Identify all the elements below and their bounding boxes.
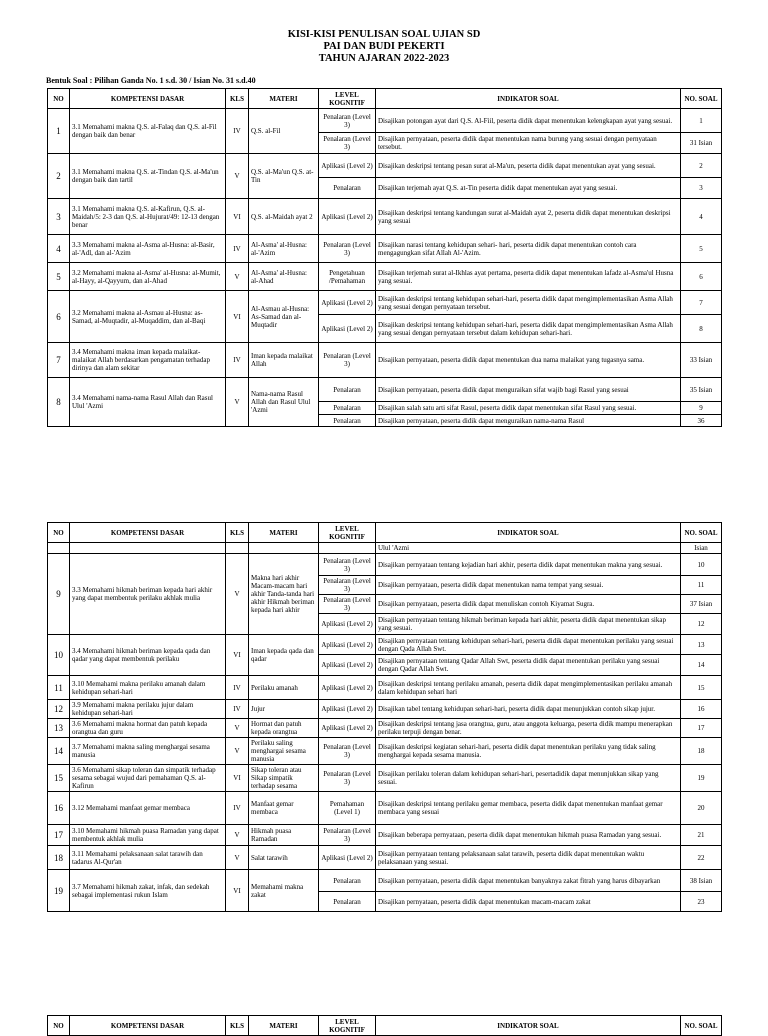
row-no: 10 bbox=[48, 635, 70, 676]
table-row bbox=[48, 635, 722, 655]
no-soal: 21 bbox=[681, 825, 722, 846]
level-kognitif: Aplikasi (Level 2) bbox=[319, 154, 376, 178]
no-soal: 35 Isian bbox=[681, 378, 722, 402]
indikator-soal: Disajikan perilaku toleran dalam kehidupan sehari-hari, pesertadidik dapat menunjukkan sikap yang sesuai. bbox=[376, 765, 681, 792]
no-soal: 3 bbox=[681, 178, 722, 199]
col-kd-header: KOMPETENSI DASAR bbox=[70, 89, 226, 109]
materi: Al-Asma' al-Husna: al-Ahad bbox=[249, 263, 319, 291]
col-indikator-header: INDIKATOR SOAL bbox=[376, 89, 681, 109]
kelas: IV bbox=[226, 235, 249, 263]
doc-year: TAHUN AJARAN 2022-2023 bbox=[318, 53, 450, 64]
level-kognitif bbox=[319, 543, 376, 554]
materi: Iman kepada malaikat Allah bbox=[249, 343, 319, 378]
kompetensi-dasar: 3.3 Memahami makna al-Asma al-Husna: al-Basir, al-'Adl, dan al-'Azim bbox=[70, 235, 226, 263]
indikator-soal: Disajikan pernyataan tentang hikmah beriman kepada hari akhir, peserta didik dapat menentukan sikap yang sesuai. bbox=[376, 614, 681, 635]
kompetensi-dasar: 3.7 Memahami hikmah zakat, infak, dan sedekah sebagai implementasi rukun Islam bbox=[70, 870, 226, 912]
no-soal: Isian bbox=[681, 543, 722, 554]
level-kognitif: Aplikasi (Level 2) bbox=[319, 676, 376, 700]
col-level-header: LEVEL KOGNITIF bbox=[319, 89, 376, 109]
materi: Sikap toleran atau Sikap simpatik terhadap sesama bbox=[249, 765, 319, 792]
no-soal: 10 bbox=[681, 554, 722, 576]
indikator-soal: Disajikan pernyataan tentang pelaksanaan salat tarawih, peserta didik dapat menentukan waktu pelaksanaan yang sesuai. bbox=[376, 846, 681, 870]
no-soal: 8 bbox=[681, 315, 722, 343]
row-no: 17 bbox=[48, 825, 70, 846]
level-kognitif: Penalaran bbox=[319, 870, 376, 892]
level-kognitif: Penalaran (Level 3) bbox=[319, 343, 376, 378]
table-row bbox=[48, 199, 722, 235]
level-kognitif: Penalaran (Level 3) bbox=[319, 765, 376, 792]
no-soal: 13 bbox=[681, 635, 722, 655]
row-no: 3 bbox=[48, 199, 70, 235]
row-no: 13 bbox=[48, 719, 70, 738]
col-kd-header: KOMPETENSI DASAR bbox=[70, 1016, 226, 1036]
materi: Q.S. al-Maidah ayat 2 bbox=[249, 199, 319, 235]
level-kognitif: Aplikasi (Level 2) bbox=[319, 700, 376, 719]
indikator-soal: Disajikan pernyataan, peserta didik dapat menentukan nama tempat yang sesuai. bbox=[376, 576, 681, 595]
kelas: V bbox=[226, 263, 249, 291]
kelas: V bbox=[226, 378, 249, 427]
materi: Memahami makna zakat bbox=[249, 870, 319, 912]
row-no: 16 bbox=[48, 792, 70, 825]
kompetensi-dasar bbox=[70, 543, 226, 554]
col-materi-header: MATERI bbox=[249, 89, 319, 109]
no-soal: 12 bbox=[681, 614, 722, 635]
table-row bbox=[48, 543, 722, 554]
col-kls-header: KLS bbox=[226, 89, 249, 109]
col-kd-header: KOMPETENSI DASAR bbox=[70, 523, 226, 543]
kompetensi-dasar: 3.10 Memahami hikmah puasa Ramadan yang dapat membentuk akhlak mulia bbox=[70, 825, 226, 846]
indikator-soal: Disajikan terjemah surat al-Ikhlas ayat pertama, peserta didik dapat menentukan lafadz al-Asma'ul Husna yang sesuai. bbox=[376, 263, 681, 291]
row-no: 18 bbox=[48, 846, 70, 870]
table-row bbox=[48, 738, 722, 765]
materi: Iman kepada qada dan qadar bbox=[249, 635, 319, 676]
indikator-soal: Disajikan deskripsi tentang perilaku gemar membaca, peserta didik dapat menentukan manfaat gemar membaca yang sesuai bbox=[376, 792, 681, 825]
col-no-header: NO bbox=[48, 89, 70, 109]
level-kognitif: Penalaran bbox=[319, 402, 376, 415]
row-no: 14 bbox=[48, 738, 70, 765]
no-soal: 37 Isian bbox=[681, 595, 722, 614]
kelas: IV bbox=[226, 792, 249, 825]
no-soal: 16 bbox=[681, 700, 722, 719]
materi: Hormat dan patuh kepada orangtua bbox=[249, 719, 319, 738]
col-nosoal-header: NO. SOAL bbox=[681, 523, 722, 543]
col-nosoal-header: NO. SOAL bbox=[681, 1016, 722, 1036]
row-no: 2 bbox=[48, 154, 70, 199]
indikator-soal: Disajikan pernyataan tentang kejadian hari akhir, peserta didik dapat menentukan makna yang sesuai. bbox=[376, 554, 681, 576]
col-level-header: LEVEL KOGNITIF bbox=[319, 1016, 376, 1036]
indikator-soal: Disajikan potongan ayat dari Q.S. Al-Fiil, peserta didik dapat menentukan kelengkapan ayat yang sesuai. bbox=[376, 109, 681, 133]
level-kognitif: Penalaran bbox=[319, 378, 376, 402]
indikator-soal: Disajikan pernyataan, peserta didik dapat menentukan nama burung yang sesuai dengan pernyataan tersebut. bbox=[376, 133, 681, 154]
indikator-soal: Disajikan deskripsi kegiatan sehari-hari, peserta didik dapat menentukan perilaku yang tidak saling menghargai kepada sesama manusia. bbox=[376, 738, 681, 765]
no-soal: 17 bbox=[681, 719, 722, 738]
level-kognitif: Pemahaman (Level 1) bbox=[319, 792, 376, 825]
kompetensi-dasar: 3.4 Memahami makna iman kepada malaikat-malaikat Allah berdasarkan pengamatan terhadap dirinya dan alam sekitar bbox=[70, 343, 226, 378]
kompetensi-dasar: 3.10 Memahami makna perilaku amanah dalam kehidupan sehari-hari bbox=[70, 676, 226, 700]
indikator-soal: Disajikan pernyataan, peserta didik dapat menguraikan sifat wajib bagi Rasul yang sesuai bbox=[376, 378, 681, 402]
kelas: IV bbox=[226, 343, 249, 378]
table-row bbox=[48, 109, 722, 133]
indikator-soal: Disajikan pernyataan, peserta didik dapat menguraikan nama-nama Rasul bbox=[376, 415, 681, 427]
no-soal: 5 bbox=[681, 235, 722, 263]
table-row bbox=[48, 343, 722, 378]
kelas: V bbox=[226, 738, 249, 765]
kompetensi-dasar: 3.3 Memahami hikmah beriman kepada hari akhir yang dapat membentuk perilaku akhlak mulia bbox=[70, 554, 226, 635]
table-row bbox=[48, 846, 722, 870]
col-materi-header: MATERI bbox=[249, 1016, 319, 1036]
table-row bbox=[48, 554, 722, 576]
materi: Hikmah puasa Ramadan bbox=[249, 825, 319, 846]
col-nosoal-header: NO. SOAL bbox=[681, 89, 722, 109]
col-no-header: NO bbox=[48, 1016, 70, 1036]
col-no-header: NO bbox=[48, 523, 70, 543]
row-no: 12 bbox=[48, 700, 70, 719]
no-soal: 6 bbox=[681, 263, 722, 291]
kelas: V bbox=[226, 719, 249, 738]
table-row bbox=[48, 291, 722, 315]
level-kognitif: Aplikasi (Level 2) bbox=[319, 635, 376, 655]
no-soal: 19 bbox=[681, 765, 722, 792]
level-kognitif: Aplikasi (Level 2) bbox=[319, 846, 376, 870]
col-materi-header: MATERI bbox=[249, 523, 319, 543]
level-kognitif: Penalaran (Level 3) bbox=[319, 554, 376, 576]
no-soal: 11 bbox=[681, 576, 722, 595]
level-kognitif: Aplikasi (Level 2) bbox=[319, 199, 376, 235]
level-kognitif: Penalaran bbox=[319, 178, 376, 199]
kelas: VI bbox=[226, 635, 249, 676]
indikator-soal: Disajikan pernyataan tentang kehidupan sehari-hari, peserta didik dapat menentukan perilaku yang sesuai dengan Qada Allah Swt. bbox=[376, 635, 681, 655]
level-kognitif: Penalaran (Level 3) bbox=[319, 109, 376, 133]
no-soal: 18 bbox=[681, 738, 722, 765]
level-kognitif: Penalaran (Level 3) bbox=[319, 133, 376, 154]
kelas bbox=[226, 543, 249, 554]
no-soal: 1 bbox=[681, 109, 722, 133]
materi: Perilaku saling menghargai sesama manusia bbox=[249, 738, 319, 765]
kelas: IV bbox=[226, 109, 249, 154]
indikator-soal: Disajikan deskripsi tentang jasa orangtua, guru, atau anggota keluarga, peserta didik mampu menerapkan perilaku terpuji dengan benar. bbox=[376, 719, 681, 738]
doc-subtitle: PAI DAN BUDI PEKERTI bbox=[323, 41, 445, 52]
materi: Manfaat gemar membaca bbox=[249, 792, 319, 825]
kelas: V bbox=[226, 846, 249, 870]
indikator-soal: Disajikan salah satu arti sifat Rasul, peserta didik dapat menentukan sifat Rasul yang sesuai. bbox=[376, 402, 681, 415]
materi: Nama-nama Rasul Allah dan Rasul Ulul 'Azmi bbox=[249, 378, 319, 427]
bentuk-soal: Bentuk Soal : Pilihan Ganda No. 1 s.d. 30 / Isian No. 31 s.d.40 bbox=[46, 76, 256, 85]
kisi-table-page2 bbox=[47, 522, 722, 912]
indikator-soal: Disajikan terjemah ayat Q.S. at-Tin peserta didik dapat menentukan ayat yang sesuai. bbox=[376, 178, 681, 199]
kompetensi-dasar: 3.1 Memahami makna Q.S. al-Falaq dan Q.S. al-Fil dengan baik dan benar bbox=[70, 109, 226, 154]
row-no: 1 bbox=[48, 109, 70, 154]
kisi-table-page3 bbox=[47, 1015, 722, 1036]
level-kognitif: Aplikasi (Level 2) bbox=[319, 655, 376, 676]
kompetensi-dasar: 3.2 Memahami makna al-Asma' al-Husna: al-Mumit, al-Hayy, al-Qayyum, dan al-Ahad bbox=[70, 263, 226, 291]
kompetensi-dasar: 3.4 Memahami nama-nama Rasul Allah dan Rasul Ulul 'Azmi bbox=[70, 378, 226, 427]
kelas: V bbox=[226, 554, 249, 635]
no-soal: 14 bbox=[681, 655, 722, 676]
indikator-soal: Ulul 'Azmi bbox=[376, 543, 681, 554]
no-soal: 7 bbox=[681, 291, 722, 315]
materi: Q.S. al-Fil bbox=[249, 109, 319, 154]
row-no: 4 bbox=[48, 235, 70, 263]
no-soal: 23 bbox=[681, 892, 722, 912]
no-soal: 20 bbox=[681, 792, 722, 825]
table-row bbox=[48, 700, 722, 719]
level-kognitif: Penalaran bbox=[319, 892, 376, 912]
materi: Perilaku amanah bbox=[249, 676, 319, 700]
indikator-soal: Disajikan deskripsi tentang pesan surat al-Ma'un, peserta didik dapat menentukan ayat yang sesuai. bbox=[376, 154, 681, 178]
table-row bbox=[48, 676, 722, 700]
kelas: VI bbox=[226, 291, 249, 343]
indikator-soal: Disajikan pernyataan, peserta didik dapat menuliskan contoh Kiyamat Sugra. bbox=[376, 595, 681, 614]
indikator-soal: Disajikan beberapa pernyataan, peserta didik dapat menentukan hikmah puasa Ramadan yang sesuai. bbox=[376, 825, 681, 846]
level-kognitif: Penalaran (Level 3) bbox=[319, 595, 376, 614]
table-row bbox=[48, 378, 722, 402]
indikator-soal: Disajikan deskripsi tentang kehidupan sehari-hari, peserta didik dapat mengimplementasikan Asma Allah yang sesuai dengan pernyataan tersebut dalam kehidupan sehari-hari. bbox=[376, 315, 681, 343]
table-row bbox=[48, 792, 722, 825]
level-kognitif: Penalaran (Level 3) bbox=[319, 825, 376, 846]
kelas: V bbox=[226, 825, 249, 846]
col-indikator-header: INDIKATOR SOAL bbox=[376, 1016, 681, 1036]
no-soal: 36 bbox=[681, 415, 722, 427]
row-no: 9 bbox=[48, 554, 70, 635]
kompetensi-dasar: 3.4 Memahami hikmah beriman kepada qada dan qadar yang dapat membentuk perilaku bbox=[70, 635, 226, 676]
no-soal: 4 bbox=[681, 199, 722, 235]
row-no: 6 bbox=[48, 291, 70, 343]
level-kognitif: Pengetahuan /Pemahaman bbox=[319, 263, 376, 291]
kompetensi-dasar: 3.6 Memahami sikap toleran dan simpatik terhadap sesama sebagai wujud dari pemahaman Q.S. al-Kafirun bbox=[70, 765, 226, 792]
materi: Al-Asma' al-Husna: al-'Azim bbox=[249, 235, 319, 263]
kompetensi-dasar: 3.12 Memahami manfaat gemar membaca bbox=[70, 792, 226, 825]
row-no: 8 bbox=[48, 378, 70, 427]
indikator-soal: Disajikan deskripsi tentang perilaku amanah, peserta didik dapat mengimplementasikan perilaku amanah dalam kehidupan sehari hari bbox=[376, 676, 681, 700]
kelas: VI bbox=[226, 870, 249, 912]
indikator-soal: Disajikan pernyataan, peserta didik dapat menentukan macam-macam zakat bbox=[376, 892, 681, 912]
level-kognitif: Aplikasi (Level 2) bbox=[319, 614, 376, 635]
no-soal: 2 bbox=[681, 154, 722, 178]
indikator-soal: Disajikan pernyataan tentang Qadar Allah Swt, peserta didik dapat menentukan perilaku yang sesuai dengan Qadar Allah Swt. bbox=[376, 655, 681, 676]
kelas: IV bbox=[226, 676, 249, 700]
row-no: 5 bbox=[48, 263, 70, 291]
row-no: 15 bbox=[48, 765, 70, 792]
level-kognitif: Penalaran (Level 3) bbox=[319, 235, 376, 263]
kompetensi-dasar: 3.1 Memahami makna Q.S. al-Kafirun, Q.S. al-Maidah/5: 2-3 dan Q.S. al-Hujurat/49: 12-13 dengan benar bbox=[70, 199, 226, 235]
indikator-soal: Disajikan deskripsi tentang kandungan surat al-Maidah ayat 2, peserta didik dapat menentukan deskripsi yang sesuai bbox=[376, 199, 681, 235]
indikator-soal: Disajikan pernyataan, peserta didik dapat menentukan banyaknya zakat fitrah yang harus dibayarkan bbox=[376, 870, 681, 892]
level-kognitif: Aplikasi (Level 2) bbox=[319, 291, 376, 315]
kompetensi-dasar: 3.1 Memahami makna Q.S. at-Tindan Q.S. al-Ma'un dengan baik dan tartil bbox=[70, 154, 226, 199]
table-row bbox=[48, 235, 722, 263]
col-indikator-header: INDIKATOR SOAL bbox=[376, 523, 681, 543]
materi: Makna hari akhir Macam-macam hari akhir Tanda-tanda hari akhir Hikmah beriman kepada hari akhir bbox=[249, 554, 319, 635]
materi: Jujur bbox=[249, 700, 319, 719]
kompetensi-dasar: 3.6 Memahami makna hormat dan patuh kepada orangtua dan guru bbox=[70, 719, 226, 738]
row-no bbox=[48, 543, 70, 554]
row-no: 19 bbox=[48, 870, 70, 912]
no-soal: 22 bbox=[681, 846, 722, 870]
materi bbox=[249, 543, 319, 554]
level-kognitif: Penalaran (Level 3) bbox=[319, 738, 376, 765]
table-row bbox=[48, 765, 722, 792]
no-soal: 15 bbox=[681, 676, 722, 700]
col-kls-header: KLS bbox=[226, 523, 249, 543]
level-kognitif: Penalaran (Level 3) bbox=[319, 576, 376, 595]
col-level-header: LEVEL KOGNITIF bbox=[319, 523, 376, 543]
doc-title: KISI-KISI PENULISAN SOAL UJIAN SD bbox=[287, 29, 481, 40]
table-row bbox=[48, 263, 722, 291]
no-soal: 38 Isian bbox=[681, 870, 722, 892]
indikator-soal: Disajikan deskripsi tentang kehidupan sehari-hari, peserta didik dapat mengimplementasikan Asma Allah yang sesuai dengan pernyataan tersebut. bbox=[376, 291, 681, 315]
kompetensi-dasar: 3.7 Memahami makna saling menghargai sesama manusia bbox=[70, 738, 226, 765]
kompetensi-dasar: 3.2 Memahami makna al-Asmau al-Husna: as-Samad, al-Muqtadir, al-Muqaddim, dan al-Baqi bbox=[70, 291, 226, 343]
kelas: V bbox=[226, 154, 249, 199]
indikator-soal: Disajikan pernyataan, peserta didik dapat menentukan dua nama malaikat yang tugasnya sama. bbox=[376, 343, 681, 378]
no-soal: 9 bbox=[681, 402, 722, 415]
indikator-soal: Disajikan tabel tentang kehidupan sehari-hari, peserta didik dapat menunjukkan contoh sikap jujur. bbox=[376, 700, 681, 719]
kompetensi-dasar: 3.11 Memahami pelaksanaan salat tarawih dan tadarus Al-Qur'an bbox=[70, 846, 226, 870]
col-kls-header: KLS bbox=[226, 1016, 249, 1036]
table-row bbox=[48, 719, 722, 738]
indikator-soal: Disajikan narasi tentang kehidupan sehari- hari, peserta didik dapat menentukan contoh cara mengagungkan sifat Allah Al-'Azim. bbox=[376, 235, 681, 263]
no-soal: 31 Isian bbox=[681, 133, 722, 154]
row-no: 11 bbox=[48, 676, 70, 700]
kompetensi-dasar: 3.9 Memahami makna perilaku jujur dalam kehidupan sehari-hari bbox=[70, 700, 226, 719]
table-row bbox=[48, 154, 722, 178]
no-soal: 33 Isian bbox=[681, 343, 722, 378]
level-kognitif: Aplikasi (Level 2) bbox=[319, 315, 376, 343]
kelas: VI bbox=[226, 199, 249, 235]
table-row bbox=[48, 870, 722, 892]
table-row bbox=[48, 825, 722, 846]
kisi-table-page1 bbox=[47, 88, 722, 427]
materi: Q.S. al-Ma'un Q.S. at-Tin bbox=[249, 154, 319, 199]
kelas: VI bbox=[226, 765, 249, 792]
level-kognitif: Aplikasi (Level 2) bbox=[319, 719, 376, 738]
kelas: IV bbox=[226, 700, 249, 719]
level-kognitif: Penalaran bbox=[319, 415, 376, 427]
materi: Salat tarawih bbox=[249, 846, 319, 870]
row-no: 7 bbox=[48, 343, 70, 378]
materi: Al-Asmau al-Husna: As-Samad dan al-Muqtadir bbox=[249, 291, 319, 343]
